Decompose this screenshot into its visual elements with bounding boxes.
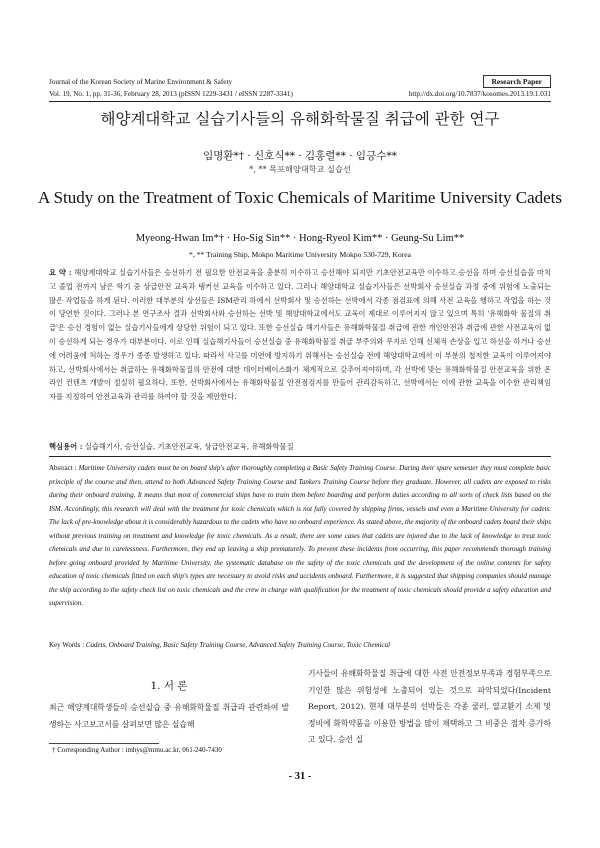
korean-authors: 임명환*† · 신호식** · 김홍렬** · 임긍수** (203, 150, 397, 162)
body-column-right: 기사들이 유해화학물질 취급에 대한 사전 안전정보부족과 경험부족으로 기인한 많은 위험성에 노출되어 있는 것으로 파악되었다(Incident Report, 2012). 현재 대부분의 선박들은 각종 쿨러, 열교환기 소제 및 정비에 화학약품을 이용한 방법을 많이 채택하고 그 비중은 점차 증가하고 있다. 승선 실 (308, 669, 551, 744)
english-abstract-text: Maritime University cadets must be on board ship's after thoroughly completing a Basic Safety Training Course. During their spare semester they must complete basic principle of the course and then, attend to both Advanced Safety Training Course and Tankers Training Course before they graduate. However, all cadets are exposed to risks during their onboard training. It means that most of commercial ships have to train them before boarding and perform duties according to all sorts of check lists based on the ISM. Accordingly, this research will deal with the treatment for toxic chemicals which is not fully covered by shipping firms, vessels and even a Maritime University for cadets. The lack of pre-knowledge about it is considerably hazardous to the cadets who have no onboard experience. As stated above, the majority of the onboard cadets board their ships without previous training on treatment and knowledge for toxic chemicals. As a result, there are some cases that cadets are injured due to the lack of knowledge to treat toxic chemicals and due to carelessness. Furthermore, they end up leaving a ship prematurely. To prevent these incidents from occurring, this paper recommends thorough training before going onboard provided by Maritime University, the systematic database on the safety of the toxic chemicals and the development of the online contents for safety education of toxic chemicals fitted on each ship's types are necessary to avoid risks and accidents onboard. Furthermore, it is suggested that shipping companies should manage the ship according to the safety check list on toxic chemicals and the crew in charge with qualification for the treatment of toxic chemicals should provide a safety education and supervision. (49, 464, 552, 607)
page-number: - 31 - (288, 771, 312, 782)
volume-line (49, 90, 551, 98)
korean-affiliation: *, ** 목포해양대학교 실습선 (249, 164, 351, 174)
volume-info: Vol. 19, No. 1, pp. 31-36, February 28, 2013 (pISSN 1229-3431 / eISSN 2287-3341) (49, 90, 293, 98)
research-paper-badge: Research Paper (483, 75, 551, 88)
footnote: † Corresponding Author : imhys@mmu.ac.kr, 061-240-7430 (52, 746, 222, 754)
header-rule (49, 101, 551, 102)
korean-abstract-label: 요 약 : (49, 268, 72, 277)
korean-keywords-label: 핵심용어 : (49, 442, 83, 451)
korean-abstract-text: 해양계대학교 실습기사들은 승선하기 전 필요한 안전교육을 충분히 이수하고 승선해야 되지만 기초안전교육만 이수하고 승선을 하며 승선실습을 마치고 졸업 전까지 남은 학기 중 상급안전 교육과 탱커선 교육을 이수하고 있다. 그러나 해양대학교 실습기사들은 선박회사 승선실습 과정 중에 위험에 노출되는 많은 작업들을 하게 된다. 이러한 대부분의 상선들은 ISM관리 하에서 선박회사 및 승선하는 선박에서 각종 점검표에 의해 사전 교육을 행하고 작업을 하는 것이 당연한 것이다. 그러나 본 연구조사 결과 선박회사와 승선하는 선박 및 해양대학교에서도 교육이 제대로 이루어지지 않고 있으며 특히 '유해화학 물질의 취급'은 승선 경험이 없는 실습기사들에게 상당한 위험이 되고 있다. 또한 승선실습 해기사들은 유해화학물질 취급에 관한 개인안전과 취급에 관한 사전교육이 없이 승선하게 되는 경우가 대부분이다. 이로 인해 실습해기사들이 승선실습 중 유해화학물질 취급 부주의와 무지로 인해 신체적 손상을 입고 하선을 하거나 승선에 어려움에 처하는 경우가 종종 발생하고 있다. 따라서 사고를 미연에 방지하기 위해서는 승선실습 전에 해양대학교에서 이 부분의 철저한 교육이 이루어져야 하고, 선박회사에서는 취급하는 유해화학물질의 안전에 대한 데이터베이스화가 체계적으로 갖추어져야하며, 각 선박에 맞는 유해화학물질 안전교육을 위한 온라인 컨텐츠 개발이 절실히 필요하다. 또한, 선박회사에서는 유해화학물질 안전점검지를 만들어 관리감독하고, 선박에서는 이에 관한 교육을 이수한 관리책임자를 지정하여 안전교육과 관리를 하여야 할 것을 제안한다. (49, 268, 552, 402)
korean-keywords-text: 실습해기사, 승선실습, 기초안전교육, 상급안전교육, 유해화학물질 (84, 442, 294, 451)
footnote-rule (49, 743, 159, 744)
korean-title: 해양계대학교 실습기사들의 유해화학물질 취급에 관한 연구 (100, 110, 500, 128)
section-heading: 1. 서 론 (150, 680, 188, 692)
english-title: A Study on the Treatment of Toxic Chemicals of Maritime University Cadets (37, 188, 563, 207)
english-abstract-label: Abstract : (49, 464, 77, 472)
doi-link[interactable]: http://dx.doi.org/10.7837/kosomes.2013.19.1.031 (408, 90, 551, 98)
english-abstract (49, 462, 551, 611)
english-affiliation: *, ** Training Ship, Mokpo Maritime University Mokpo 530-729, Korea (189, 250, 411, 259)
journal-name: Journal of the Korean Society of Marine Environment & Safety (49, 78, 233, 86)
body-column-left: 최근 해양계대학생들의 승선실습 중 유해화학물질 취급과 관련하여 발생하는 사고보고서를 살펴보면 많은 실습해 (49, 703, 289, 729)
korean-abstract (49, 266, 551, 404)
english-keywords-label: Key Words : (49, 641, 85, 649)
english-keywords (49, 641, 551, 649)
abstract-divider (49, 456, 551, 457)
english-keywords-text: Cadets, Onboard Training, Basic Safety Training Course, Advanced Safety Training Course, Toxic Chemical (85, 641, 391, 649)
english-authors: Myeong-Hwan Im*† · Ho-Sig Sin** · Hong-Ryeol Kim** · Geung-Su Lim** (135, 233, 465, 244)
korean-keywords (49, 442, 551, 452)
